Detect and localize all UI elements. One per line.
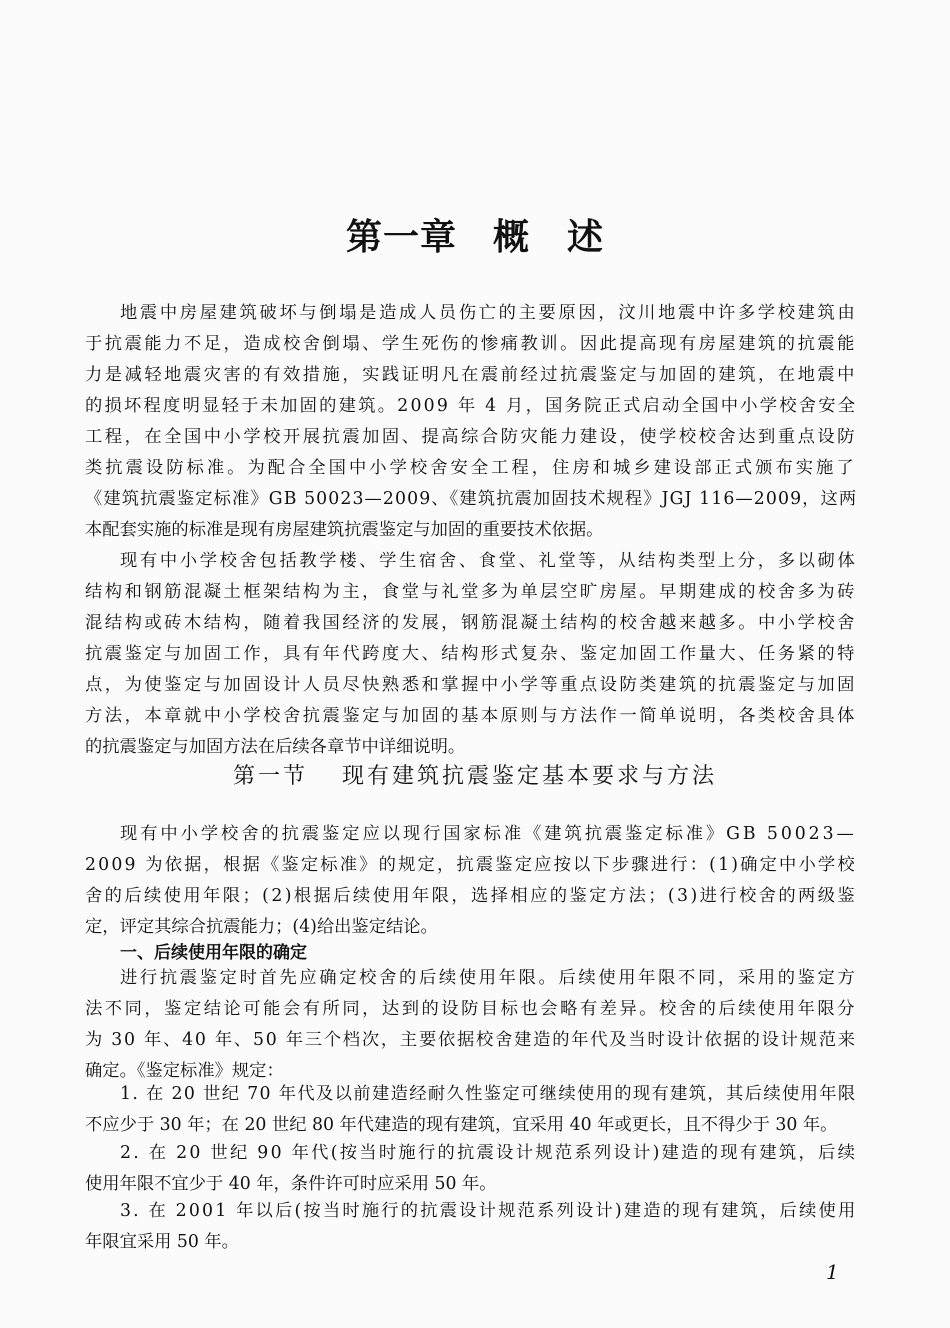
text-line: 现有中小学校舍包括教学楼、学生宿舍、食堂、礼堂等，从结构类型上分，多以砌体 [120,551,858,571]
text-line: 《建筑抗震鉴定标准》GB 50023—2009、《建筑抗震加固技术规程》JGJ 116—2009，这两 [85,489,858,509]
text-line: 确定。《鉴定标准》规定： [85,1061,284,1081]
text-line: 定，评定其综合抗震能力；(4)给出鉴定结论。 [85,917,438,937]
text-line: 地震中房屋建筑破坏与倒塌是造成人员伤亡的主要原因，汶川地震中许多学校建筑由 [120,303,858,323]
section-title [0,755,950,799]
text-line: 结构和钢筋混凝土框架结构为主，食堂与礼堂多为单层空旷房屋。早期建成的校舍多为砖 [85,582,857,602]
text-line: 现有中小学校舍的抗震鉴定应以现行国家标准《建筑抗震鉴定标准》GB 50023— [120,824,857,844]
chapter-title [0,212,950,264]
text-line: 进行抗震鉴定时首先应确定校舍的后续使用年限。后续使用年限不同，采用的鉴定方 [120,968,858,988]
section-name: 现有建筑抗震鉴定基本要求与方法 [342,764,718,789]
text-line: 不应少于 30 年；在 20 世纪 80 年代建造的现有建筑，宜采用 40 年或更长，且不得少于 30 年。 [85,1115,838,1135]
section-paragraph [85,819,857,943]
page-number: 1 [826,1260,839,1284]
text-line: 2. 在 20 世纪 90 年代(按当时施行的抗震设计规范系列设计)建造的现有建筑，后续 [120,1143,858,1163]
text-line: 法不同，鉴定结论可能会有所同，达到的设防目标也会略有差异。校舍的后续使用年限分 [85,999,857,1019]
service-life-paragraph [85,963,857,1087]
text-line: 为 30 年、40 年、50 年三个档次，主要依据校舍建造的年代及当时设计依据的设计规范来 [85,1030,857,1050]
text-line: 方法，本章就中小学校舍抗震鉴定与加固的基本原则与方法作一简单说明，各类校舍具体 [85,706,857,726]
text-line: 于抗震能力不足，造成校舍倒塌、学生死伤的惨痛教训。因此提高现有房屋建筑的抗震能 [85,334,857,354]
text-line: 年限宜采用 50 年。 [85,1232,239,1252]
subsection-heading: 一、后续使用年限的确定 [120,943,307,963]
text-line: 的损坏程度明显轻于未加固的建筑。2009 年 4 月，国务院正式启动全国中小学校舍安全 [85,396,858,416]
text-line: 1. 在 20 世纪 70 年代及以前建造经耐久性鉴定可继续使用的现有建筑，其后续使用年限 [120,1084,857,1104]
text-line: 的抗震鉴定与加固方法在后续各章节中详细说明。 [85,737,466,757]
text-line: 点，为使鉴定与加固设计人员尽快熟悉和掌握中小学等重点设防类建筑的抗震鉴定与加固 [85,675,857,695]
text-line: 混结构或砖木结构，随着我国经济的发展，钢筋混凝土结构的校舍越来越多。中小学校舍 [85,613,857,633]
text-line: 3. 在 2001 年以后(按当时施行的抗震设计规范系列设计)建造的现有建筑，后续使用 [120,1201,858,1221]
rule-item-1 [85,1079,857,1141]
text-line: 舍的后续使用年限；(2)根据后续使用年限，选择相应的鉴定方法；(3)进行校舍的两级鉴 [85,886,858,906]
text-line: 类抗震设防标准。为配合全国中小学校舍安全工程，住房和城乡建设部正式颁布实施了 [85,458,857,478]
chapter-label: 第一章 [345,217,457,258]
rule-item-2 [85,1138,857,1200]
rule-item-3 [85,1196,857,1258]
chapter-name: 概 述 [493,217,605,258]
intro-paragraph-2 [85,546,857,763]
intro-paragraph-1 [85,298,857,546]
text-line: 使用年限不宜少于 40 年，条件许可时应采用 50 年。 [85,1174,497,1194]
text-line: 工程，在全国中小学校开展抗震加固、提高综合防灾能力建设，使学校校舍达到重点设防 [85,427,857,447]
text-line: 2009 为依据，根据《鉴定标准》的规定，抗震鉴定应按以下步骤进行：(1)确定中小学校 [85,855,857,875]
text-line: 力是减轻地震灾害的有效措施，实践证明凡在震前经过抗震鉴定与加固的建筑，在地震中 [85,365,857,385]
text-line: 本配套实施的标准是现有房屋建筑抗震鉴定与加固的重要技术依据。 [85,520,604,540]
section-label: 第一节 [232,764,308,789]
text-line: 抗震鉴定与加固工作，具有年代跨度大、结构形式复杂、鉴定加固工作量大、任务紧的特 [85,644,857,664]
